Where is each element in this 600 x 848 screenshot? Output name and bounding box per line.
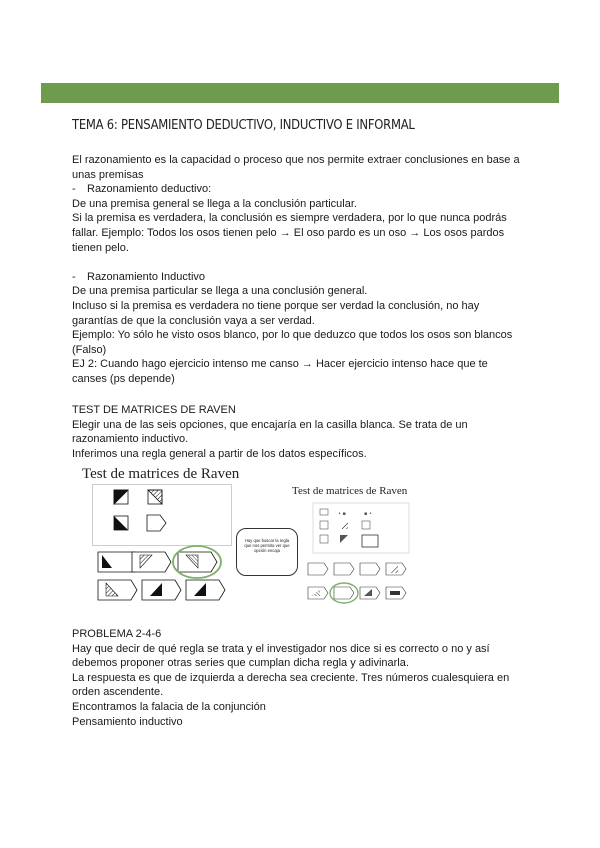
paragraph-line: La respuesta es que de izquierda a derecha sea creciente. Tres números cualesquiera en	[72, 671, 510, 684]
raven-matrix-figure	[92, 484, 232, 609]
section-heading: PROBLEMA 2-4-6	[72, 628, 162, 640]
section-problema	[72, 627, 532, 729]
paragraph-line: debemos proponer otras series que cumplan dicha regla y adivinarla.	[72, 657, 409, 670]
blank-line	[72, 255, 532, 270]
paragraph-line: Elegir una de las seis opciones, que encajaría en la casilla blanca. Se trata de un	[72, 418, 468, 431]
paragraph-line: unas premisas	[72, 168, 144, 181]
paragraph-line: De una premisa general se llega a la conclusión particular.	[72, 197, 357, 210]
paragraph-line: garantías de que la conclusión vaya a ser verdad.	[72, 314, 315, 327]
section-heading: TEST DE MATRICES DE RAVEN	[72, 404, 236, 416]
paragraph-line: (Falso)	[72, 343, 107, 356]
paragraph-line: Hay que decir de qué regla se trata y el investigador nos dice si es correcto o no y así	[72, 642, 490, 655]
bullet-text: Razonamiento Inductivo	[87, 270, 206, 283]
raven-matrix-figure-small	[306, 501, 416, 611]
note-bubble	[236, 528, 298, 576]
svg-text:▪ •: ▪ •	[364, 511, 372, 517]
paragraph-line: Si la premisa es verdadera, la conclusión es siempre verdadera, por lo que nunca podrás	[72, 212, 507, 225]
paragraph-line: Inferimos una regla general a partir de los datos específicos.	[72, 447, 367, 460]
paragraph-line: canses (ps depende)	[72, 372, 175, 385]
paragraph-line: Encontramos la falacia de la conjunción	[72, 700, 266, 713]
paragraph-line: Ejemplo: Yo sólo he visto osos blanco, por lo que deduzco que todos los osos son blancos	[72, 329, 513, 342]
bullet-line	[72, 182, 532, 197]
bullet-dash: -	[72, 183, 76, 196]
page-title: TEMA 6: PENSAMIENTO DEDUCTIVO, INDUCTIVO E INFORMAL	[72, 117, 415, 133]
paragraph-line: tienen pelo.	[72, 241, 129, 254]
bullet-text: Razonamiento deductivo:	[87, 183, 212, 196]
section-raven	[72, 403, 532, 461]
paragraph-line: De una premisa particular se llega a una conclusión general.	[72, 285, 368, 298]
paragraph-line: razonamiento inductivo.	[72, 433, 189, 446]
section-razonamiento	[72, 153, 532, 387]
header-accent-bar	[41, 83, 559, 103]
svg-text:• ▪: • ▪	[338, 511, 346, 517]
paragraph-line: EJ 2: Cuando hago ejercicio intenso me canso → Hacer ejercicio intenso hace que te	[72, 358, 488, 371]
paragraph-line: Pensamiento inductivo	[72, 715, 183, 728]
note-text: Hay que buscar la regla que nos permita ver que opción encaja	[244, 538, 290, 553]
bullet-line	[72, 270, 532, 285]
paragraph-line: orden ascendente.	[72, 686, 164, 699]
bullet-dash: -	[72, 270, 76, 283]
paragraph-line: Incluso si la premisa es verdadera no tiene porque ser verdad la conclusión, no hay	[72, 299, 480, 312]
paragraph-line: fallar. Ejemplo: Todos los osos tienen pelo → El oso pardo es un oso → Los osos pardos	[72, 226, 505, 239]
paragraph-line: El razonamiento es la capacidad o proceso que nos permite extraer conclusiones en base a	[72, 154, 520, 166]
figure-left-title: Test de matrices de Raven	[82, 466, 240, 482]
figure-right-title: Test de matrices de Raven	[292, 485, 408, 497]
